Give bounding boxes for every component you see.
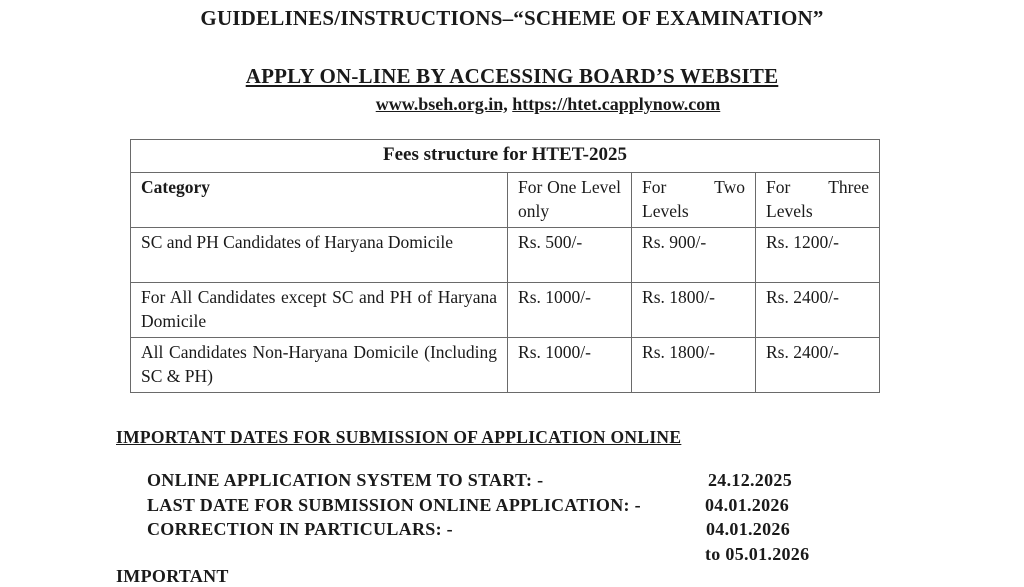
fees-table-caption: Fees structure for HTET-2025 — [131, 140, 880, 173]
date-value-end: to 05.01.2026 — [705, 544, 810, 564]
date-label: CORRECTION IN PARTICULARS: - — [147, 519, 453, 539]
row-category: All Candidates Non-Haryana Domicile (Including SC & PH) — [131, 338, 508, 393]
table-row — [131, 283, 880, 338]
date-value: 04.01.2026 — [705, 495, 789, 515]
website-links — [36, 94, 1024, 115]
header-two-levels: For Two Levels — [632, 173, 756, 228]
bseh-website-link[interactable]: www.bseh.org.in, — [375, 94, 508, 114]
date-value: 04.01.2026 — [706, 519, 790, 539]
header-three-levels: For Three Levels — [756, 173, 880, 228]
header-category: Category — [131, 173, 508, 228]
row-category: SC and PH Candidates of Haryana Domicile — [131, 228, 508, 283]
date-value: 24.12.2025 — [708, 470, 792, 490]
row-fee-one: Rs. 1000/- — [508, 283, 632, 338]
row-category: For All Candidates except SC and PH of Haryana Domicile — [131, 283, 508, 338]
row-fee-two: Rs. 1800/- — [632, 338, 756, 393]
row-fee-three: Rs. 2400/- — [756, 338, 880, 393]
header-one-level: For One Level only — [508, 173, 632, 228]
htet-apply-link[interactable]: https://htet.capplynow.com — [512, 94, 721, 114]
row-fee-two: Rs. 1800/- — [632, 283, 756, 338]
table-row — [131, 338, 880, 393]
apply-online-heading: APPLY ON-LINE BY ACCESSING BOARD’S WEBSITE — [245, 64, 779, 88]
document-title: GUIDELINES/INSTRUCTIONS–“SCHEME OF EXAMINATION” — [200, 6, 824, 30]
date-label: LAST DATE FOR SUBMISSION ONLINE APPLICATION: - — [147, 495, 641, 515]
row-fee-three: Rs. 1200/- — [756, 228, 880, 283]
row-fee-three: Rs. 2400/- — [756, 283, 880, 338]
table-row — [131, 228, 880, 283]
important-section-heading: IMPORTANT — [116, 566, 229, 586]
date-label: ONLINE APPLICATION SYSTEM TO START: - — [147, 470, 544, 490]
row-fee-one: Rs. 500/- — [508, 228, 632, 283]
row-fee-one: Rs. 1000/- — [508, 338, 632, 393]
important-dates-heading: IMPORTANT DATES FOR SUBMISSION OF APPLICATION ONLINE — [116, 427, 682, 447]
fees-structure-table — [130, 139, 880, 393]
row-fee-two: Rs. 900/- — [632, 228, 756, 283]
table-header-row — [131, 173, 880, 228]
